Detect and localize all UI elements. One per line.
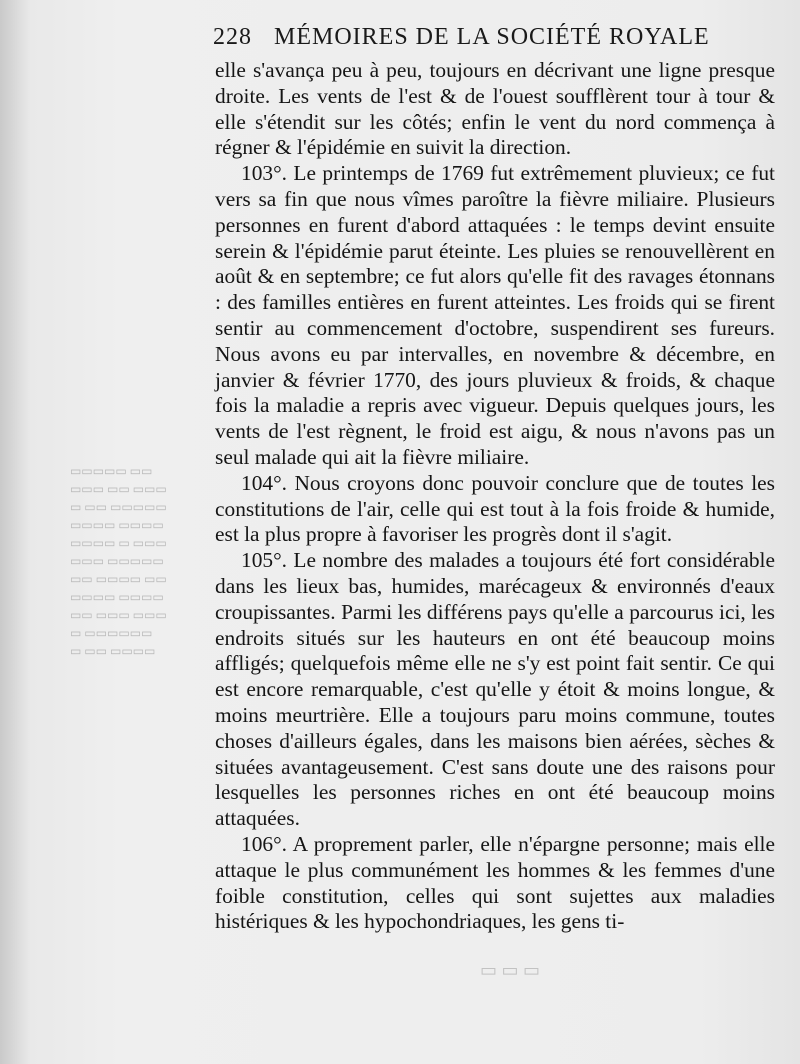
show-through-margin-note: ▭▭ ▭▭▭▭▭ ▭▭▭ ▭▭ ▭▭▭ ▭▭▭▭▭ ▭▭ ▭ ▭▭▭▭ ▭▭▭▭ ▭▭▭ ▭ ▭▭▭▭ ▭▭▭▭▭ ▭▭▭ ▭▭ ▭▭▭▭ ▭▭ ▭▭▭▭ ▭▭▭▭ ▭▭▭ ▭▭▭ ▭▭ ▭▭▭▭▭▭ ▭ ▭▭▭▭ ▭▭ ▭ <box>70 464 167 658</box>
paragraph-continuation: elle s'avança peu à peu, toujours en décrivant une ligne presque droite. Les vents de l'est & de l'ouest soufflèrent tour à tour & elle s'étendit sur les côtés; enfin le vent du nord commença à régner & l'épidémie en suivit la direction. <box>215 58 775 160</box>
paragraph-105: 105°. Le nombre des malades a toujours été fort considérable dans les lieux bas, humides, marécageux & environnés d'eaux croupissantes. Parmi les différens pays qu'elle a parcourus ici, les endroits situés sur les hauteurs en ont été beaucoup moins affligés; quelquefois même elle ne s'y est point fait sentir. Ce qui est encore remarquable, c'est qu'elle y étoit & moins longue, & moins meurtrière. Elle a toujours paru moins commune, toutes choses d'ailleurs égales, dans les maisons bien aérées, sèches & situées avantageusement. C'est sans doute une des raisons pour lesquelles les personnes riches en ont été beaucoup moins attaquées. <box>215 548 775 831</box>
running-title: MÉMOIRES DE LA SOCIÉTÉ ROYALE <box>274 24 710 50</box>
running-head <box>213 24 773 51</box>
body-text <box>215 58 775 935</box>
page-number: 228 <box>213 24 252 50</box>
paragraph-104: 104°. Nous croyons donc pouvoir conclure que de toutes les constitutions de l'air, celle qui est tout à la fois froide & humide, est la plus propre à favoriser les progrès dont il s'agit. <box>215 470 775 547</box>
paragraph-103: 103°. Le printemps de 1769 fut extrêmement pluvieux; ce fut vers sa fin que nous vîmes paroître la fièvre miliaire. Plusieurs personnes en furent d'abord attaquées : le temps devint ensuite serein & l'épidémie parut éteinte. Les pluies se renouvellèrent en août & en septembre; ce fut alors qu'elle fit des ravages étonnans : des familles entières en furent atteintes. Les froids qui se firent sentir au commencement d'octobre, suspendirent ses fureurs. Nous avons eu par intervalles, en novembre & décembre, en janvier & février 1770, des jours pluvieux & froids, & chaque fois la maladie a repris avec vigueur. Depuis quelques jours, les vents de l'est règnent, le froid est aigu, & nous n'avons pas un seul malade qui ait la fièvre miliaire. <box>215 161 775 469</box>
show-through-signature: ▭ ▭ ▭ <box>479 960 540 980</box>
paragraph-106: 106°. A proprement parler, elle n'épargne personne; mais elle attaque le plus communément les hommes & les femmes d'une foible constitution, celles qui sont sujettes aux maladies histériques & les hypochondriaques, les gens ti- <box>215 831 775 934</box>
